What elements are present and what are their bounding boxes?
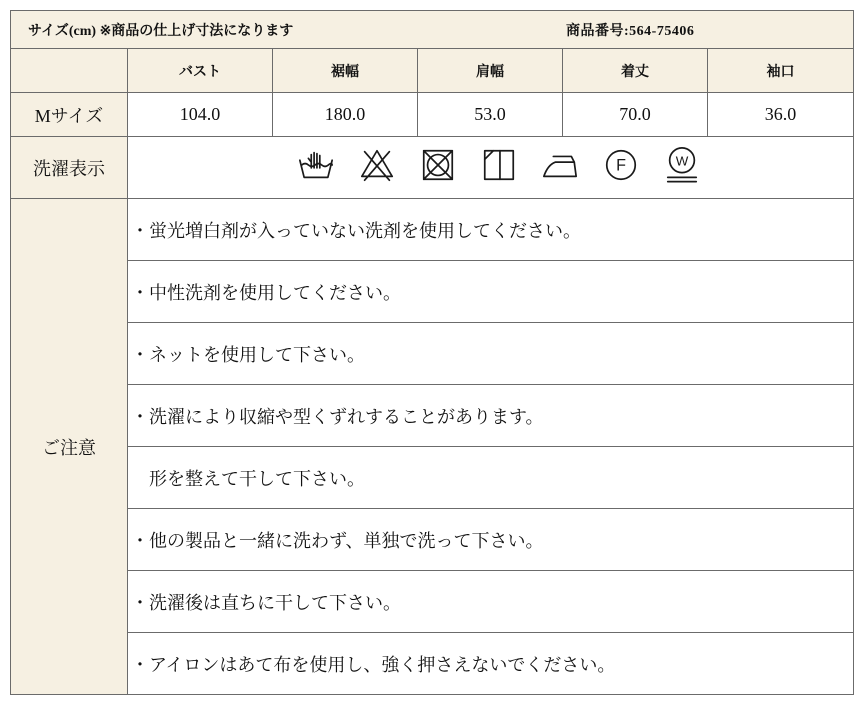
note-row: [11, 509, 854, 571]
column-header-cuff: 袖口: [708, 49, 854, 93]
note-row: [11, 633, 854, 695]
size-label: Mサイズ: [11, 93, 128, 137]
caption-row: [11, 11, 854, 49]
line-dry-in-shade-icon: [480, 146, 518, 184]
column-header-hem-width: 裾幅: [273, 49, 418, 93]
note-item: ・他の製品と一緒に洗わず、単独で洗って下さい。: [128, 509, 854, 571]
value-bust: 104.0: [128, 93, 273, 137]
value-hem-width: 180.0: [273, 93, 418, 137]
note-row: [11, 447, 854, 509]
column-header-shoulder-width: 肩幅: [418, 49, 563, 93]
dry-clean-petroleum-icon: [602, 146, 640, 184]
hand-wash-icon: [297, 146, 335, 184]
note-row: [11, 571, 854, 633]
column-header-bust: バスト: [128, 49, 273, 93]
size-row-m: [11, 93, 854, 137]
wet-clean-gentle-icon: [663, 145, 701, 185]
corner-cell: [11, 49, 128, 93]
care-row: [11, 137, 854, 199]
product-number: 商品番号:564-75406: [566, 23, 695, 39]
note-item: ・洗濯後は直ちに干して下さい。: [128, 571, 854, 633]
notes-label: ご注意: [11, 199, 128, 695]
care-label: 洗濯表示: [11, 137, 128, 199]
note-item: 形を整えて干して下さい。: [128, 447, 854, 509]
size-and-care-table: [10, 10, 854, 695]
note-item: ・中性洗剤を使用してください。: [128, 261, 854, 323]
note-item: ・アイロンはあて布を使用し、強く押さえないでください。: [128, 633, 854, 695]
note-row: [11, 261, 854, 323]
caption-bar: [11, 11, 854, 49]
iron-icon: [541, 146, 579, 184]
note-row: [11, 323, 854, 385]
dry-clean-letter: F: [616, 156, 626, 175]
value-cuff: 36.0: [708, 93, 854, 137]
care-symbols-cell: [128, 137, 854, 199]
do-not-bleach-icon: [358, 146, 396, 184]
note-item: ・蛍光増白剤が入っていない洗剤を使用してください。: [128, 199, 854, 261]
value-shoulder-width: 53.0: [418, 93, 563, 137]
value-length: 70.0: [563, 93, 708, 137]
column-header-length: 着丈: [563, 49, 708, 93]
column-header-row: [11, 49, 854, 93]
size-unit-note: サイズ(cm) ※商品の仕上げ寸法になります: [28, 23, 294, 39]
do-not-tumble-dry-icon: [419, 146, 457, 184]
care-symbols: [128, 138, 853, 198]
wet-clean-letter: W: [675, 152, 689, 168]
note-item: ・洗濯により収縮や型くずれすることがあります。: [128, 385, 854, 447]
note-row: [11, 199, 854, 261]
note-item: ・ネットを使用して下さい。: [128, 323, 854, 385]
note-row: [11, 385, 854, 447]
